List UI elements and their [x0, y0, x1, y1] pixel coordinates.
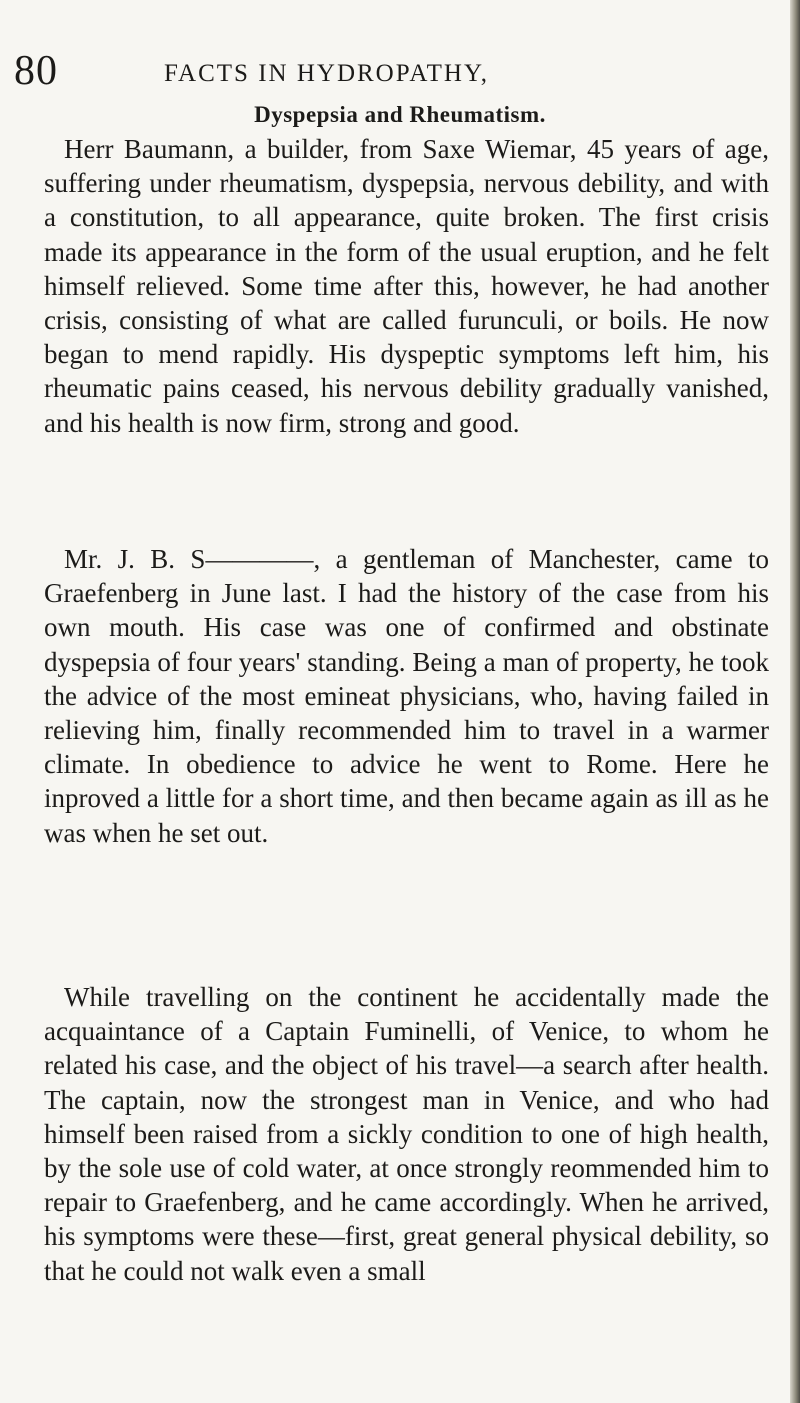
paragraph-baumann: Herr Baumann, a builder, from Saxe Wiemar, 45 years of age, suffering under rheumatism, dyspepsia, nervous debility, and with a constitution, to all appearance, quite broken. The first crisis made its appearance in the form of the usual eruption, and he felt himself relieved. Some time after this, however, he had another crisis, consisting of what are called furunculi, or boils. He now began to mend rapidly. His dyspeptic symptoms left him, his rheumatic pains ceased, his nervous debility gradually vanished, and his health is now firm, strong and good.	[44, 134, 769, 438]
page-edge-shadow	[790, 0, 800, 1403]
page-number: 80	[14, 48, 58, 94]
paragraph-travels: While travelling on the continent he accidentally made the acquaintance of a Captain Fuminelli, of Venice, to whom he related his case, and the object of his travel—a search after health. The captain, now the strongest man in Venice, and who had himself been raised from a sickly condition to one of high health, by the sole use of cold water, at once strongly reommended him to repair to Graefenberg, and he came accordingly. When he arrived, his symptoms were these—first, great general physical debility, so that he could not walk even a small	[44, 982, 769, 1286]
paragraph-manchester-gentleman: Mr. J. B. S————, a gentleman of Manchester, came to Graefenberg in June last. I had the history of the case from his own mouth. His case was one of confirmed and obstinate dyspepsia of four years' standing. Being a man of property, he took the advice of the most emineat physicians, who, having failed in relieving him, finally recommended him to travel in a warmer climate. In obedience to advice he went to Rome. Here he inproved a little for a short time, and then became again as ill as he was when he set out.	[44, 544, 769, 848]
section-title: Dyspepsia and Rheumatism.	[254, 102, 546, 127]
page-header	[14, 44, 774, 98]
running-title: FACTS IN HYDROPATHY,	[164, 60, 490, 87]
